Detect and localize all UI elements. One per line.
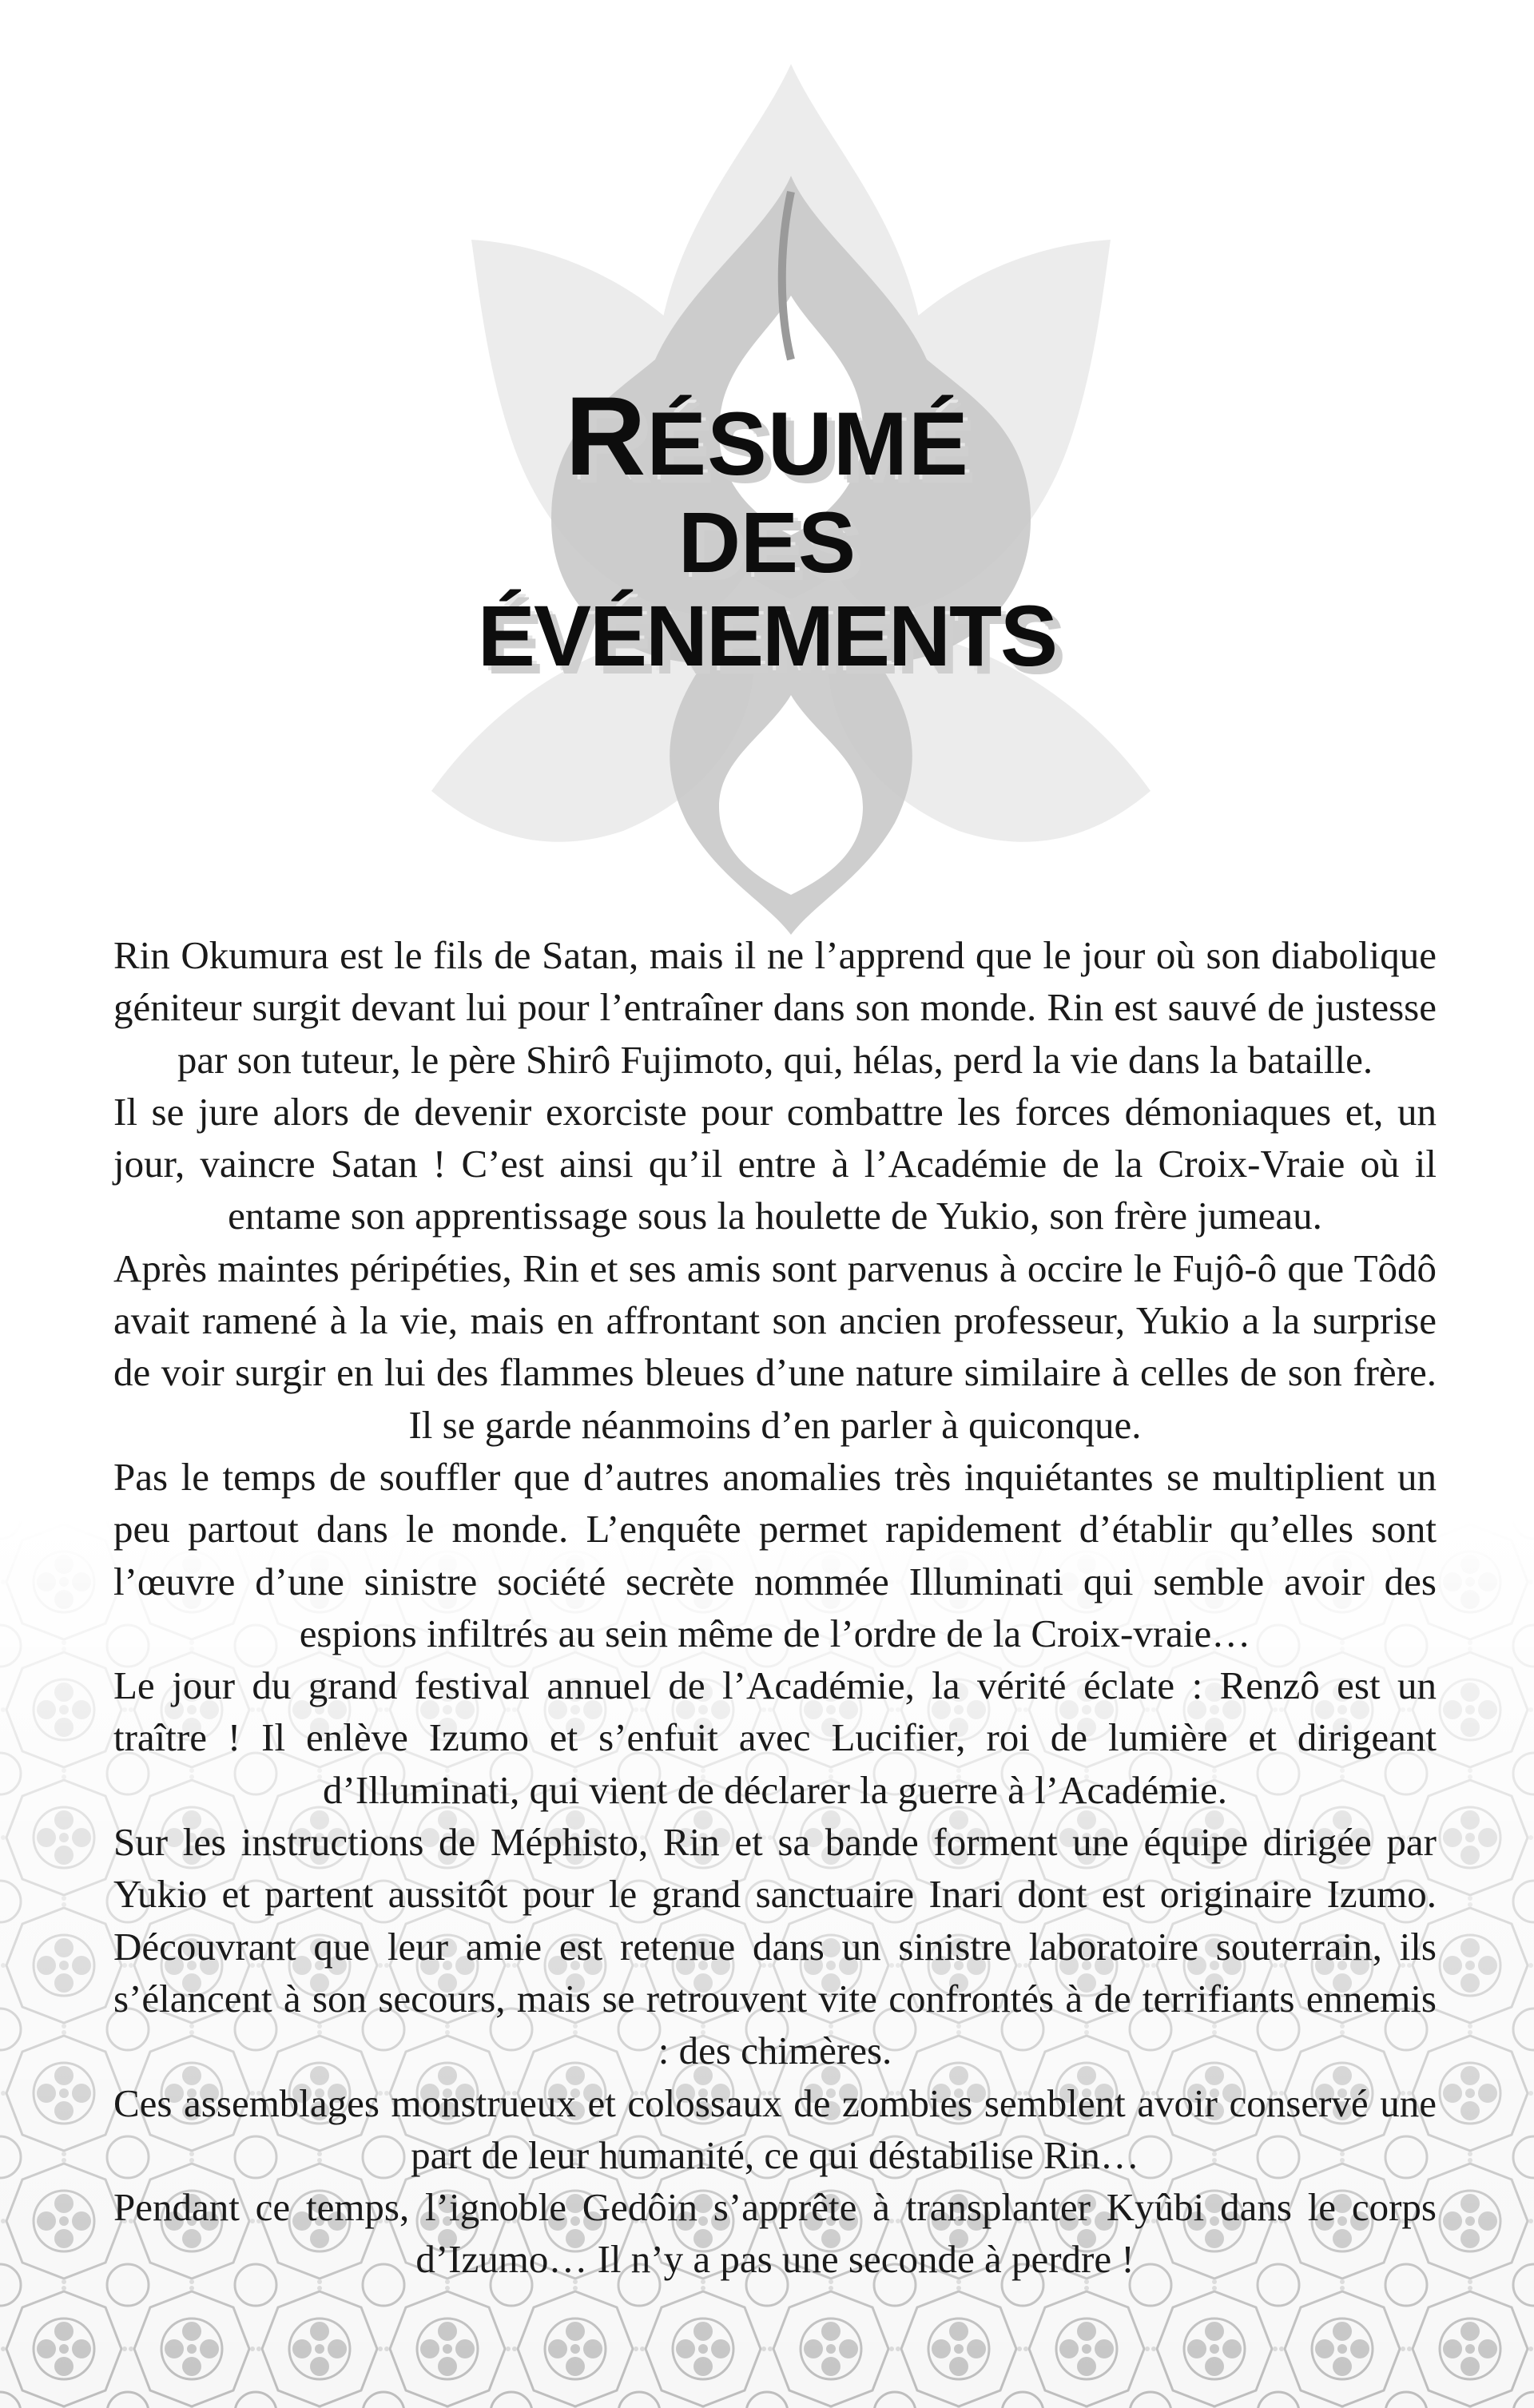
page-title	[447, 373, 1087, 684]
title-line-2: DES	[678, 494, 856, 591]
title-initial: R	[565, 373, 647, 499]
paragraph: Il se jure alors de devenir exorciste pour combattre les forces démoniaques et, un jour, vaincre Satan ! C’est ainsi qu’il entre à l’Académie de la Croix-Vraie où il entame son apprentissage sous la houlette de Yukio, son frère jumeau.	[113, 1089, 1437, 1238]
paragraph: Sur les instructions de Méphisto, Rin et sa bande forment une équipe dirigée par Yukio et partent aussitôt pour le grand sanctuaire Inari dont est originaire Izumo. Découvrant que leur amie est retenue dans un sinistre laboratoire souterrain, ils s’élancent à son secours, mais se retrouvent vite confrontés à de terrifiants ennemis : des chimères.	[113, 1820, 1437, 2073]
paragraph: Pas le temps de souffler que d’autres anomalies très inquiétantes se multiplient un peu partout dans le monde. L’enquête permet rapidement d’établir qu’elles sont l’œuvre d’une sinistre société secrète nommée Illuminati qui semble avoir des espions infiltrés au sein même de l’ordre de la Croix-vraie…	[113, 1454, 1437, 1655]
paragraph: Après maintes péripéties, Rin et ses amis sont parvenus à occire le Fujô-ô que Tôdô avait ramené à la vie, mais en affrontant son ancien professeur, Yukio a la surprise de voir surgir en lui des flammes bleues d’une nature similaire à celles de son frère. Il se garde néanmoins d’en parler à quiconque.	[113, 1246, 1437, 1447]
paragraph: Rin Okumura est le fils de Satan, mais il ne l’apprend que le jour où son diabolique géniteur surgit devant lui pour l’entraîner dans son monde. Rin est sauvé de justesse par son tuteur, le père Shirô Fujimoto, qui, hélas, perd la vie dans la bataille.	[113, 933, 1437, 1082]
title-line-1-rest: ÉSUMÉ	[646, 394, 969, 494]
summary-text	[113, 929, 1437, 2286]
title-line-1	[447, 373, 1087, 499]
paragraph: Pendant ce temps, l’ignoble Gedôin s’apprête à transplanter Kyûbi dans le corps d’Izumo… Il n’y a pas une seconde à perdre !	[113, 2185, 1437, 2282]
title-line-3: ÉVÉNEMENTS	[477, 586, 1057, 684]
paragraph: Ces assemblages monstrueux et colossaux de zombies semblent avoir conservé une part de leur humanité, ce qui déstabilise Rin…	[113, 2080, 1437, 2177]
paragraph: Le jour du grand festival annuel de l’Académie, la vérité éclate : Renzô est un traître ! Il enlève Izumo et s’enfuit avec Lucifier, roi de lumière et dirigeant d’Illuminati, qui vient de déclarer la guerre à l’Académie.	[113, 1663, 1437, 1812]
